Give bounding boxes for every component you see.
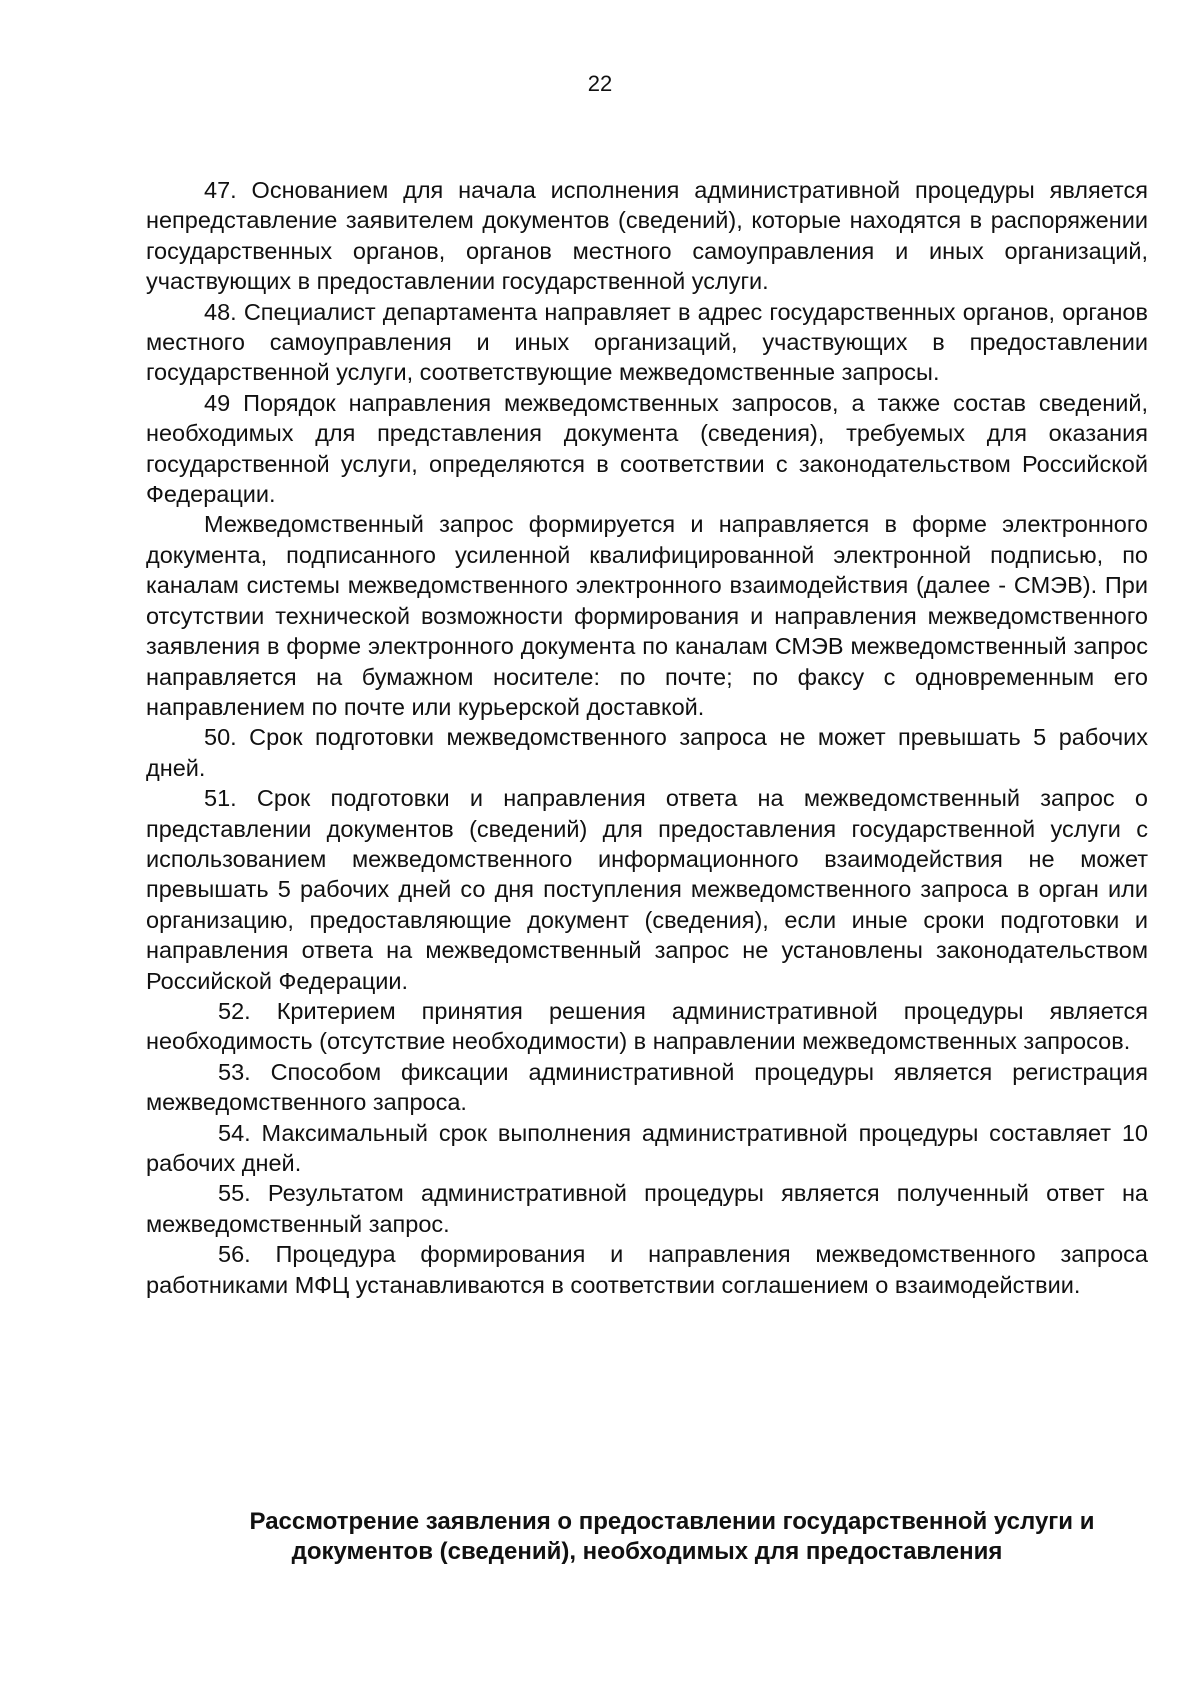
paragraph-49: 49 Порядок направления межведомственных запросов, а также состав сведений, необходимых для представления документа (сведения), требуемых для оказания государственной услуги, определяются в соответствии с законодательством Российской Федерации. [146, 389, 1148, 508]
paragraph-54: 54. Максимальный срок выполнения административной процедуры составляет 10 рабочих дней. [146, 1119, 1148, 1176]
page-number: 22 [587, 71, 613, 96]
paragraph-48: 48. Специалист департамента направляет в адрес государственных органов, органов местного самоуправления и иных организаций, участвующих в предоставлении государственной услуги, соответствующие межведомственные запросы. [146, 298, 1148, 386]
section-heading-line-2: документов (сведений), необходимых для предоставления [291, 1538, 1003, 1565]
section-heading-line-1: Рассмотрение заявления о предоставлении государственной услуги и [249, 1508, 1095, 1535]
paragraph-interagency-request: Межведомственный запрос формируется и направляется в форме электронного документа, подписанного усиленной квалифицированной электронной подписью, по каналам системы межведомственного электронного взаимодействия (далее - СМЭВ). При отсутствии технической возможности формирования и направления межведомственного заявления в форме электронного документа по каналам СМЭВ межведомственный запрос направляется на бумажном носителе: по почте; по факсу с одновременным его направлением по почте или курьерской доставкой. [146, 511, 1148, 720]
paragraph-52: 52. Критерием принятия решения административной процедуры является необходимость (отсутствие необходимости) в направлении межведомственных запросов. [146, 997, 1148, 1055]
section-heading [146, 1507, 1148, 1567]
paragraph-51: 51. Срок подготовки и направления ответа на межведомственный запрос о представлении документов (сведений) для предоставления государственной услуги с использованием межведомственного информационного взаимодействия не может превышать 5 рабочих дней со дня поступления межведомственного запроса в орган или организацию, предоставляющие документ (сведения), если иные сроки подготовки и направления ответа на межведомственный запрос не установлены законодательством Российской Федерации. [146, 785, 1148, 994]
paragraph-50: 50. Срок подготовки межведомственного запроса не может превышать 5 рабочих дней. [146, 724, 1148, 781]
document-body [146, 175, 1148, 1300]
paragraph-55: 55. Результатом административной процедуры является полученный ответ на межведомственный запрос. [146, 1180, 1148, 1237]
paragraph-47: 47. Основанием для начала исполнения административной процедуры является непредставление заявителем документов (сведений), которые находятся в распоряжении государственных органов, органов местного самоуправления и иных организаций, участвующих в предоставлении государственной услуги. [146, 177, 1148, 295]
paragraph-53: 53. Способом фиксации административной процедуры является регистрация межведомственного запроса. [146, 1058, 1148, 1116]
paragraph-56: 56. Процедура формирования и направления межведомственного запроса работниками МФЦ устанавливаются в соответствии соглашением о взаимодействии. [146, 1241, 1148, 1298]
